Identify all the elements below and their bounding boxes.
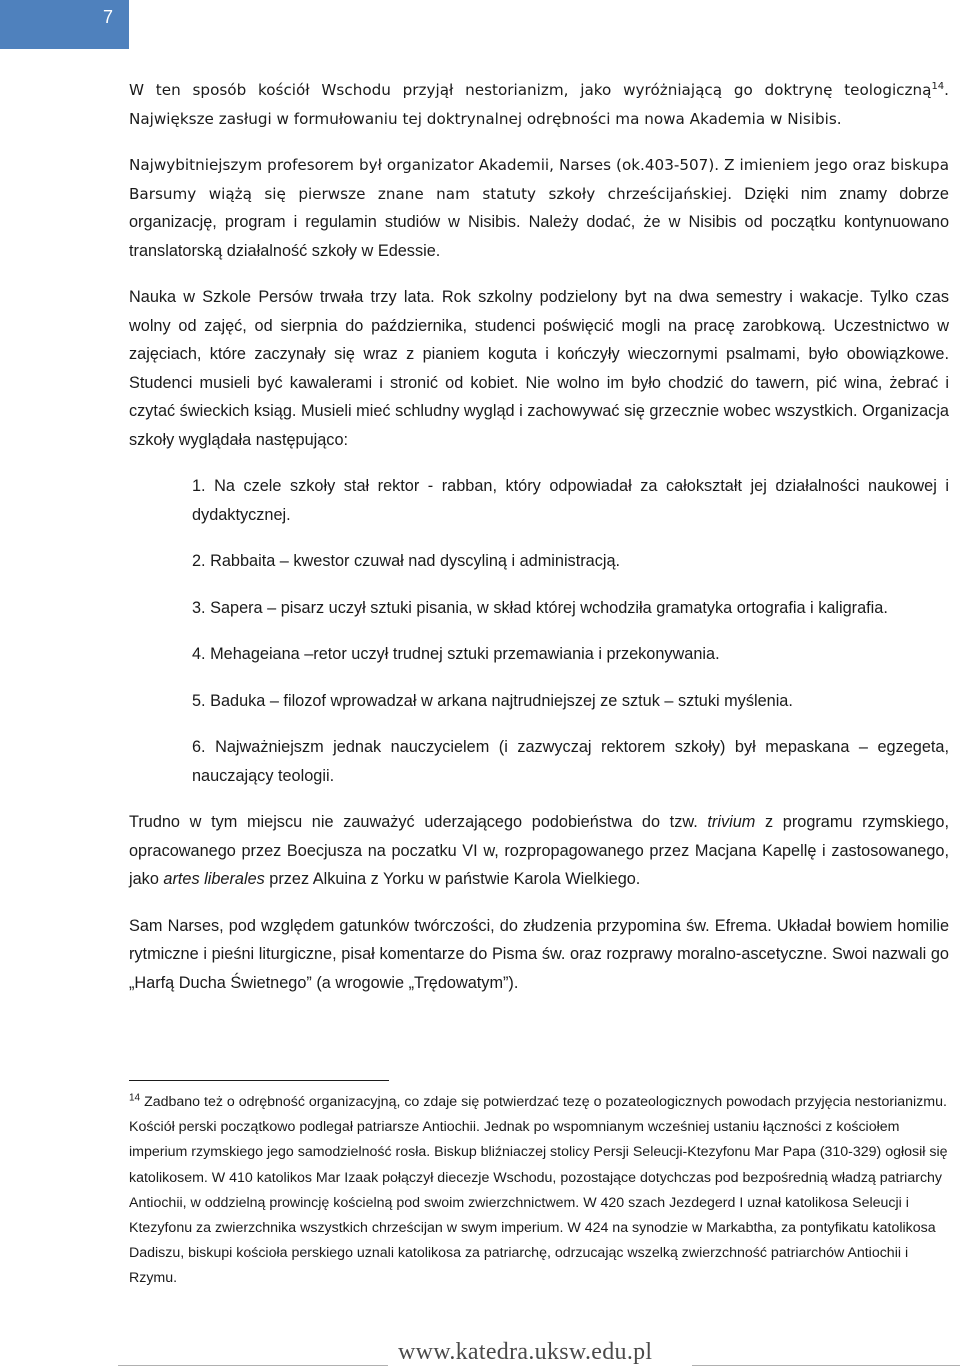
term-trivium: trivium — [707, 813, 756, 831]
footnote-separator — [129, 1080, 389, 1081]
footnote-text: Zadbano też o odrębność organizacyjną, co zdaje się potwierdzać tezę o pozateologicznych powodach przyjęcia nestorianizmu. Kościół perski początkowo podlegał patriarsze Antiochii. Jednak po wspomnianym wcześniej ustaniu łączności z kościołem imperium rzymskiego jego samodzielność rosła. Biskup bliźniaczej stolicy Persji Seleucji-Ktezyfonu Mar Papa (310-329) ogłosił się katolikosem. W 410 katolikos Mar Izaak połączył diecezje Wschodu, pozostające dotychczas pod bezpośrednią władzą patriarchy Antiochii, w oddzielną prowincję kościelną pod swoim zwierzchnictwem. W 420 szach Jezdegerd I uznał katolikosa Seleucji i Ktezyfonu za zwierzchnika wszystkich chrześcijan w swym imperium. W 424 na synodzie w Markabtha, za pontyfikatu katolikosa Dadiszu, biskupi kościoła perskiego uznali katolikosa za patriarchę, odrzucając wszelką zwierzchność patriarchów Antiochii i Rzymu. — [129, 1094, 948, 1287]
list-item: 1. Na czele szkoły stał rektor - rabban, który odpowiadał za całokształt jej działalności naukowej i dydaktycznej. — [192, 477, 949, 524]
list-item: 5. Baduka – filozof wprowadzał w arkana najtrudniejszej ze sztuk – sztuki myślenia. — [192, 691, 793, 710]
footnote-ref[interactable]: 14 — [931, 80, 945, 92]
footnote-number: 14 — [129, 1092, 141, 1104]
page-number-badge — [0, 0, 129, 49]
term-artes-liberales: artes liberales — [163, 870, 265, 888]
paragraph-trivium — [129, 808, 949, 894]
paragraph-text: W ten sposób kościół Wschodu przyjął nestorianizm, jako wyróżniającą go doktrynę teologiczną — [129, 81, 932, 99]
list-item: 6. Najważniejszm jednak nauczycielem (i zazwyczaj rektorem szkoły) był mepaskana – egzegeta, nauczający teologii. — [192, 738, 949, 785]
school-roles-list — [129, 472, 949, 790]
footer-divider-left — [118, 1365, 388, 1366]
footer-divider-right — [692, 1365, 960, 1366]
paragraph-nestorianism — [129, 76, 949, 133]
page-number: 7 — [103, 7, 114, 27]
footnote — [129, 1090, 949, 1292]
list-item: 4. Mehageiana –retor uczył trudnej sztuki przemawiania i przekonywania. — [192, 645, 720, 663]
paragraph-text: przez Alkuina z Yorku w państwie Karola Wielkiego. — [264, 870, 641, 888]
paragraph-narses — [129, 151, 949, 265]
paragraph-text: z programu rzymskiego, opracowanego przez Boecjusza na poczatku VI w, rozpropagowanego przez Macjana Kapellę i zastosowanego, jako — [129, 813, 949, 888]
list-item: 3. Sapera – pisarz uczył sztuki pisania, w skład której wchodziła gramatyka ortografia i kaligrafia. — [192, 598, 888, 617]
paragraph-text: Najwybitniejszym profesorem był organizator Akademii, Narses (ok.403-507). Z imieniem jego oraz biskupa Barsumy wiążą się pierwsze znane nam statuty szkoły chrześcijańskiej. — [129, 156, 949, 203]
paragraph-text: . Największe zasługi w formułowaniu tej doktrynalnej odrębności ma nowa Akademia w Nisibis. — [129, 81, 949, 128]
paragraph-school-rules: Nauka w Szkole Persów trwała trzy lata. Rok szkolny podzielony byt na dwa semestry i wakacje. Tylko czas wolny od zajęć, od sierpnia do października, studenci poświęcić mogli na pracę zarobkową. Uczestnictwo w zajęciach, które zaczynały się wraz z pianiem koguta i kończyły wieczornymi psalmami, było obowiązkowe. Studenci musieli być kawalerami i stronić od kobiet. Nie wolno im było chodzić do tawern, pić wina, żebrać i czytać świeckich ksiąg. Musieli mieć schludny wygląd i zachowywać się grzecznie wobec wszystkich. Organizacja szkoły wyglądała następująco: — [129, 288, 949, 449]
paragraph-text: Trudno w tym miejscu nie zauważyć uderzającego podobieństwa do tzw. — [129, 813, 708, 831]
main-text — [129, 76, 949, 1015]
list-item: 2. Rabbaita – kwestor czuwał nad dyscyliną i administracją. — [192, 552, 621, 570]
footer-url-link[interactable]: www.katedra.uksw.edu.pl — [398, 1339, 653, 1365]
paragraph-text: Dzięki nim znamy dobrze organizację, program i regulamin studiów w Nisibis. Należy dodać, że w Nisibis od początku kontynuowano translatorską działalność szkoły w Edessie. — [129, 184, 949, 260]
paragraph-narses-works: Sam Narses, pod względem gatunków twórczości, do złudzenia przypomina św. Efrema. Układał bowiem homilie rytmiczne i pieśni liturgiczne, pisał komentarze do Pisma św. oraz rozprawy moralno-ascetyczne. Swoi nazwali go „Harfą Ducha Świetnego” (a wrogowie „Trędowatym”). — [129, 916, 949, 992]
